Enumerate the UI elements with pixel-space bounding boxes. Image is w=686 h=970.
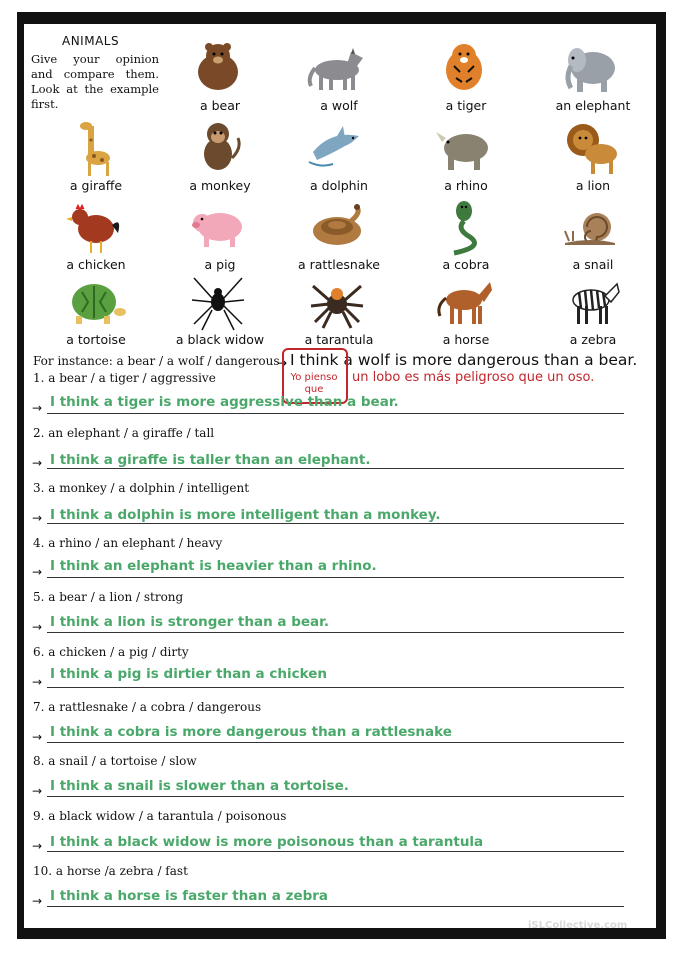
animal-card (41, 197, 151, 272)
lion-icon (538, 118, 648, 178)
animal-label: a wolf (320, 98, 358, 113)
animal-label: a black widow (175, 332, 265, 347)
animal-label: a snail (572, 257, 614, 272)
answer-line (47, 687, 624, 688)
answer-line (47, 906, 624, 907)
answer-line (47, 523, 624, 524)
exercise-prompt: 9. a black widow / a tarantula / poisonous (33, 809, 287, 823)
example-prompt: For instance: a bear / a wolf / dangerous (33, 354, 280, 368)
animal-card (538, 118, 648, 193)
arrow-icon: → (32, 894, 43, 908)
animal-label: a rattlesnake (298, 257, 380, 272)
animal-card (284, 272, 394, 347)
arrow-icon: → (32, 784, 43, 798)
animal-card (41, 118, 151, 193)
animal-label: a bear (199, 98, 241, 113)
arrow-icon: → (32, 839, 43, 853)
arrow-icon: → (32, 565, 43, 579)
animal-card (411, 272, 521, 347)
animal-card (411, 38, 521, 113)
animal-label: a monkey (189, 178, 251, 193)
animal-label: a lion (575, 178, 611, 193)
answer-line (47, 851, 624, 852)
cobra-icon (411, 197, 521, 257)
pig-icon (165, 197, 275, 257)
black-widow-icon (165, 272, 275, 332)
animal-label: a dolphin (310, 178, 368, 193)
answer-text[interactable]: I think a snail is slower than a tortoise. (50, 778, 349, 794)
rattlesnake-icon (284, 197, 394, 257)
chicken-icon (41, 197, 151, 257)
animal-card (165, 197, 275, 272)
answer-text[interactable]: I think a lion is stronger than a bear. (50, 614, 330, 630)
rhino-icon (411, 118, 521, 178)
exercise-prompt: 8. a snail / a tortoise / slow (33, 754, 197, 768)
elephant-icon (538, 38, 648, 98)
watermark: iSLCollective.com (528, 920, 628, 931)
answer-line (47, 577, 624, 578)
animal-card (538, 197, 648, 272)
animal-label: a giraffe (69, 178, 123, 193)
snail-icon (538, 197, 648, 257)
exercise-prompt: 2. an elephant / a giraffe / tall (33, 426, 215, 440)
answer-text[interactable]: I think a pig is dirtier than a chicken (50, 666, 327, 682)
answer-text[interactable]: I think a black widow is more poisonous than a tarantula (50, 834, 484, 850)
animal-label: a tiger (445, 98, 487, 113)
translation-box-text: Yo pienso que (290, 372, 338, 395)
answer-text[interactable]: I think a giraffe is taller than an elephant. (50, 452, 371, 468)
instructions: Give your opinion and compare them. Look at the example first. (31, 52, 159, 111)
giraffe-icon (41, 118, 151, 178)
animal-card (284, 118, 394, 193)
animal-label: a tarantula (304, 332, 374, 347)
answer-line (47, 796, 624, 797)
animal-card (165, 38, 275, 113)
translation-text: un lobo es más peligroso que un oso. (352, 370, 595, 385)
page-title: ANIMALS (62, 34, 120, 48)
exercise-prompt: 3. a monkey / a dolphin / intelligent (33, 481, 250, 495)
wolf-icon (284, 38, 394, 98)
animal-card (165, 272, 275, 347)
example-sentence: I think a wolf is more dangerous than a bear. (290, 351, 638, 369)
animal-card (165, 118, 275, 193)
arrow-icon: → (32, 401, 43, 415)
arrow-icon: → (32, 620, 43, 634)
answer-text[interactable]: I think an elephant is heavier than a rhino. (50, 558, 377, 574)
arrow-icon: → (32, 675, 43, 689)
bear-icon (165, 38, 275, 98)
exercise-prompt: 6. a chicken / a pig / dirty (33, 645, 189, 659)
animal-label: a chicken (66, 257, 126, 272)
answer-line (47, 742, 624, 743)
example-lead (33, 354, 279, 368)
exercise-prompt: 5. a bear / a lion / strong (33, 590, 184, 604)
animal-card (41, 272, 151, 347)
arrow-icon: → (32, 730, 43, 744)
exercise-prompt: 1. a bear / a tiger / aggressive (33, 371, 216, 385)
tarantula-icon (284, 272, 394, 332)
animal-card (411, 118, 521, 193)
example-arrow: → (277, 356, 288, 370)
horse-icon (411, 272, 521, 332)
animal-card (284, 197, 394, 272)
monkey-icon (165, 118, 275, 178)
answer-text[interactable]: I think a horse is faster than a zebra (50, 888, 329, 904)
zebra-icon (538, 272, 648, 332)
answer-line (47, 632, 624, 633)
animal-card (411, 197, 521, 272)
animal-label: a rhino (444, 178, 488, 193)
answer-text[interactable]: I think a cobra is more dangerous than a rattlesnake (50, 724, 452, 740)
exercise-prompt: 7. a rattlesnake / a cobra / dangerous (33, 700, 262, 714)
tortoise-icon (41, 272, 151, 332)
exercise-prompt: 4. a rhino / an elephant / heavy (33, 536, 223, 550)
animal-card (284, 38, 394, 113)
arrow-icon: → (32, 511, 43, 525)
animal-label: a pig (204, 257, 236, 272)
tiger-icon (411, 38, 521, 98)
animal-card (538, 38, 648, 113)
arrow-icon: → (32, 456, 43, 470)
animal-label: a cobra (442, 257, 490, 272)
answer-line (47, 468, 624, 469)
answer-text[interactable]: I think a tiger is more aggressive than a bear. (50, 394, 399, 410)
animal-label: a zebra (569, 332, 617, 347)
animal-label: a horse (442, 332, 490, 347)
answer-text[interactable]: I think a dolphin is more intelligent than a monkey. (50, 507, 441, 523)
dolphin-icon (284, 118, 394, 178)
exercise-prompt: 10. a horse /a zebra / fast (33, 864, 188, 878)
animal-card (538, 272, 648, 347)
animal-label: an elephant (555, 98, 631, 113)
answer-line (47, 413, 624, 414)
animal-label: a tortoise (66, 332, 126, 347)
